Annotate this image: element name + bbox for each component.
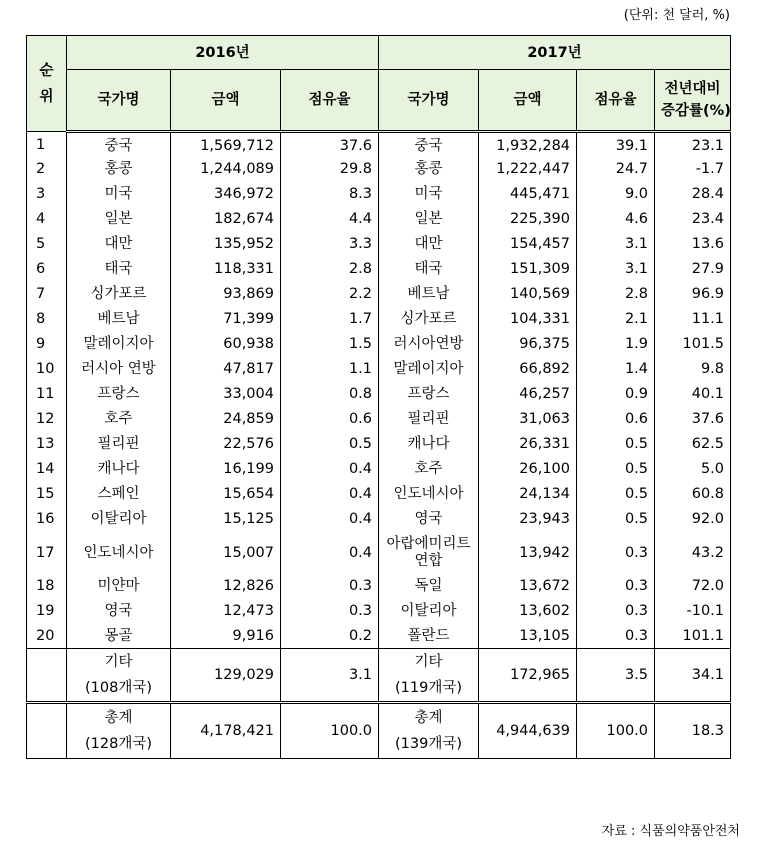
table-row — [27, 482, 731, 507]
country-2017-cell: 필리핀 — [379, 407, 479, 432]
amount-2017-cell: 96,375 — [479, 332, 577, 357]
rank-cell: 15 — [27, 482, 67, 507]
amount-2016-cell: 71,399 — [171, 307, 281, 332]
country-2017-cell: 호주 — [379, 457, 479, 482]
share-2017-cell: 2.1 — [577, 307, 655, 332]
amount-2016-cell: 12,826 — [171, 574, 281, 599]
share-2017-cell: 0.3 — [577, 574, 655, 599]
rank-cell: 13 — [27, 432, 67, 457]
amount-2016-cell: 346,972 — [171, 182, 281, 207]
country-2016-cell: 러시아 연방 — [67, 357, 171, 382]
amount-2016-cell: 33,004 — [171, 382, 281, 407]
total-country-count: (139개국) — [395, 736, 463, 752]
rank-cell: 10 — [27, 357, 67, 382]
country-2017-cell: 프랑스 — [379, 382, 479, 407]
change-2017-cell: 101.1 — [655, 624, 731, 649]
share-2017-cell: 0.9 — [577, 382, 655, 407]
rank-cell: 1 — [27, 132, 67, 157]
share-2017-cell: 1.9 — [577, 332, 655, 357]
amount-2017-cell: 46,257 — [479, 382, 577, 407]
table-row — [27, 407, 731, 432]
country-2017-cell: 독일 — [379, 574, 479, 599]
share-2016-cell: 0.4 — [281, 532, 379, 574]
change-2017-cell: 5.0 — [655, 457, 731, 482]
rank-cell: 9 — [27, 332, 67, 357]
year-2016-header: 2016년 — [67, 36, 379, 70]
etc-share-2016: 3.1 — [281, 649, 379, 703]
country-2017-cell: 일본 — [379, 207, 479, 232]
amount-2016-cell: 15,007 — [171, 532, 281, 574]
country-2016-cell: 캐나다 — [67, 457, 171, 482]
share-2017-cell: 3.1 — [577, 232, 655, 257]
share-2016-cell: 4.4 — [281, 207, 379, 232]
country-2016-cell: 대만 — [67, 232, 171, 257]
etc-label-cell — [379, 649, 479, 703]
country-2017-cell: 러시아연방 — [379, 332, 479, 357]
change-2017-cell: 23.1 — [655, 132, 731, 157]
change-2017-cell: 62.5 — [655, 432, 731, 457]
change-2017-cell: 101.5 — [655, 332, 731, 357]
change-2017-cell: -10.1 — [655, 599, 731, 624]
rank-cell: 5 — [27, 232, 67, 257]
country-2017-cell: 미국 — [379, 182, 479, 207]
unit-note: (단위: 천 달러, %) — [623, 8, 730, 23]
amount-2017-cell: 26,331 — [479, 432, 577, 457]
share-2016-cell: 0.8 — [281, 382, 379, 407]
country-2017-cell: 싱가포르 — [379, 307, 479, 332]
share-header-2016: 점유율 — [281, 70, 379, 132]
country-2016-cell: 몽골 — [67, 624, 171, 649]
country-2016-cell: 호주 — [67, 407, 171, 432]
share-2016-cell: 0.4 — [281, 507, 379, 532]
amount-header-2017: 금액 — [479, 70, 577, 132]
share-2017-cell: 1.4 — [577, 357, 655, 382]
export-table — [26, 35, 731, 759]
share-2017-cell: 0.5 — [577, 507, 655, 532]
table-row — [27, 157, 731, 182]
amount-2017-cell: 23,943 — [479, 507, 577, 532]
country-2017-cell: 중국 — [379, 132, 479, 157]
total-label-cell — [379, 703, 479, 759]
change-header — [655, 70, 731, 132]
table-row — [27, 182, 731, 207]
amount-2016-cell: 24,859 — [171, 407, 281, 432]
change-2017-cell: 40.1 — [655, 382, 731, 407]
share-2016-cell: 1.5 — [281, 332, 379, 357]
amount-2016-cell: 47,817 — [171, 357, 281, 382]
country-2016-cell: 홍콩 — [67, 157, 171, 182]
share-2016-cell: 29.8 — [281, 157, 379, 182]
share-2017-cell: 0.5 — [577, 482, 655, 507]
table-row — [27, 307, 731, 332]
amount-2016-cell: 22,576 — [171, 432, 281, 457]
share-2016-cell: 3.3 — [281, 232, 379, 257]
amount-2017-cell: 31,063 — [479, 407, 577, 432]
rank-cell: 19 — [27, 599, 67, 624]
country-2017-cell: 폴란드 — [379, 624, 479, 649]
amount-header-2016: 금액 — [171, 70, 281, 132]
share-2017-cell: 4.6 — [577, 207, 655, 232]
change-2017-cell: 11.1 — [655, 307, 731, 332]
etc-row — [27, 649, 731, 703]
share-2016-cell: 0.4 — [281, 457, 379, 482]
amount-2016-cell: 1,569,712 — [171, 132, 281, 157]
change-2017-cell: 37.6 — [655, 407, 731, 432]
country-2017-cell: 말레이지아 — [379, 357, 479, 382]
country-2017-cell: 인도네시아 — [379, 482, 479, 507]
total-label: 총계 — [414, 710, 443, 726]
etc-label: 기타 — [104, 654, 133, 670]
rank-cell: 12 — [27, 407, 67, 432]
rank-cell: 16 — [27, 507, 67, 532]
share-2016-cell: 0.6 — [281, 407, 379, 432]
country-2016-cell: 중국 — [67, 132, 171, 157]
total-share-2017: 100.0 — [577, 703, 655, 759]
table-row — [27, 574, 731, 599]
amount-2016-cell: 135,952 — [171, 232, 281, 257]
amount-2016-cell: 15,654 — [171, 482, 281, 507]
country-2016-cell: 영국 — [67, 599, 171, 624]
rank-cell: 18 — [27, 574, 67, 599]
country-2016-cell: 인도네시아 — [67, 532, 171, 574]
etc-change-2017: 34.1 — [655, 649, 731, 703]
amount-2017-cell: 26,100 — [479, 457, 577, 482]
table-row — [27, 599, 731, 624]
amount-2016-cell: 93,869 — [171, 282, 281, 307]
total-amount-2016: 4,178,421 — [171, 703, 281, 759]
change-2017-cell: 27.9 — [655, 257, 731, 282]
change-2017-cell: 96.9 — [655, 282, 731, 307]
table-row — [27, 207, 731, 232]
share-2016-cell: 0.2 — [281, 624, 379, 649]
amount-2017-cell: 13,672 — [479, 574, 577, 599]
amount-2016-cell: 15,125 — [171, 507, 281, 532]
share-2016-cell: 37.6 — [281, 132, 379, 157]
etc-country-count: (108개국) — [84, 680, 152, 696]
country-2016-cell: 태국 — [67, 257, 171, 282]
amount-2016-cell: 9,916 — [171, 624, 281, 649]
share-2016-cell: 1.1 — [281, 357, 379, 382]
etc-country-count: (119개국) — [395, 680, 463, 696]
share-2016-cell: 0.3 — [281, 574, 379, 599]
country-2017-cell: 영국 — [379, 507, 479, 532]
amount-2017-cell: 225,390 — [479, 207, 577, 232]
share-header-2017: 점유율 — [577, 70, 655, 132]
total-label: 총계 — [104, 710, 133, 726]
share-2016-cell: 2.8 — [281, 257, 379, 282]
year-2017-header: 2017년 — [379, 36, 731, 70]
table-row — [27, 357, 731, 382]
amount-2017-cell: 1,222,447 — [479, 157, 577, 182]
change-2017-cell: 43.2 — [655, 532, 731, 574]
share-2016-cell: 1.7 — [281, 307, 379, 332]
rank-cell: 3 — [27, 182, 67, 207]
table-row — [27, 257, 731, 282]
country-2016-cell: 베트남 — [67, 307, 171, 332]
change-2017-cell: 23.4 — [655, 207, 731, 232]
country-2016-cell: 미얀마 — [67, 574, 171, 599]
change-2017-cell: -1.7 — [655, 157, 731, 182]
table-row — [27, 532, 731, 574]
amount-2017-cell: 13,105 — [479, 624, 577, 649]
header-row-years — [27, 36, 731, 70]
country-2016-cell: 싱가포르 — [67, 282, 171, 307]
etc-label-cell — [67, 649, 171, 703]
amount-2017-cell: 1,932,284 — [479, 132, 577, 157]
amount-2017-cell: 13,942 — [479, 532, 577, 574]
country-header-2016: 국가명 — [67, 70, 171, 132]
country-2016-cell: 일본 — [67, 207, 171, 232]
change-2017-cell: 9.8 — [655, 357, 731, 382]
amount-2016-cell: 16,199 — [171, 457, 281, 482]
country-2017-cell: 대만 — [379, 232, 479, 257]
share-2017-cell: 0.3 — [577, 624, 655, 649]
share-2016-cell: 0.3 — [281, 599, 379, 624]
total-rank-cell — [27, 703, 67, 759]
amount-2017-cell: 13,602 — [479, 599, 577, 624]
country-2016-cell: 필리핀 — [67, 432, 171, 457]
table-row — [27, 624, 731, 649]
change-2017-cell: 72.0 — [655, 574, 731, 599]
total-change-2017: 18.3 — [655, 703, 731, 759]
share-2016-cell: 0.4 — [281, 482, 379, 507]
share-2017-cell: 0.5 — [577, 457, 655, 482]
rank-cell: 7 — [27, 282, 67, 307]
etc-rank-cell — [27, 649, 67, 703]
table-row — [27, 432, 731, 457]
share-2017-cell: 9.0 — [577, 182, 655, 207]
amount-2016-cell: 60,938 — [171, 332, 281, 357]
table-row — [27, 132, 731, 157]
country-2016-cell: 이탈리아 — [67, 507, 171, 532]
amount-2016-cell: 12,473 — [171, 599, 281, 624]
change-header-line1: 전년대비 — [664, 81, 721, 97]
rank-cell: 6 — [27, 257, 67, 282]
country-2017-cell: 홍콩 — [379, 157, 479, 182]
amount-2017-cell: 66,892 — [479, 357, 577, 382]
header-row-columns — [27, 70, 731, 132]
share-2017-cell: 0.3 — [577, 532, 655, 574]
total-country-count: (128개국) — [84, 736, 152, 752]
share-2016-cell: 8.3 — [281, 182, 379, 207]
etc-amount-2016: 129,029 — [171, 649, 281, 703]
table-row — [27, 507, 731, 532]
country-2017-cell: 캐나다 — [379, 432, 479, 457]
country-2016-cell: 말레이지아 — [67, 332, 171, 357]
change-2017-cell: 13.6 — [655, 232, 731, 257]
country-2016-cell: 미국 — [67, 182, 171, 207]
share-2017-cell: 0.5 — [577, 432, 655, 457]
country-2016-cell: 프랑스 — [67, 382, 171, 407]
country-2017-cell: 아랍에미리트 연합 — [379, 532, 479, 574]
etc-label: 기타 — [414, 654, 443, 670]
table-row — [27, 457, 731, 482]
change-2017-cell: 92.0 — [655, 507, 731, 532]
share-2017-cell: 3.1 — [577, 257, 655, 282]
total-label-cell — [67, 703, 171, 759]
change-2017-cell: 60.8 — [655, 482, 731, 507]
amount-2017-cell: 104,331 — [479, 307, 577, 332]
table-row — [27, 232, 731, 257]
rank-cell: 8 — [27, 307, 67, 332]
total-amount-2017: 4,944,639 — [479, 703, 577, 759]
share-2017-cell: 0.3 — [577, 599, 655, 624]
amount-2017-cell: 151,309 — [479, 257, 577, 282]
rank-header-char: 순 — [39, 62, 54, 79]
total-share-2016: 100.0 — [281, 703, 379, 759]
rank-header-text — [33, 58, 60, 110]
rank-header — [27, 36, 67, 132]
table-row — [27, 382, 731, 407]
rank-header-char: 위 — [39, 88, 54, 105]
share-2017-cell: 2.8 — [577, 282, 655, 307]
rank-cell: 17 — [27, 532, 67, 574]
share-2016-cell: 2.2 — [281, 282, 379, 307]
change-header-line2: 증감률(%) — [661, 103, 731, 119]
amount-2016-cell: 182,674 — [171, 207, 281, 232]
amount-2017-cell: 154,457 — [479, 232, 577, 257]
amount-2016-cell: 1,244,089 — [171, 157, 281, 182]
country-2017-cell: 태국 — [379, 257, 479, 282]
amount-2017-cell: 140,569 — [479, 282, 577, 307]
rank-cell: 14 — [27, 457, 67, 482]
share-2017-cell: 24.7 — [577, 157, 655, 182]
table-row — [27, 332, 731, 357]
amount-2017-cell: 24,134 — [479, 482, 577, 507]
etc-amount-2017: 172,965 — [479, 649, 577, 703]
share-2017-cell: 39.1 — [577, 132, 655, 157]
table-row — [27, 282, 731, 307]
etc-share-2017: 3.5 — [577, 649, 655, 703]
rank-cell: 20 — [27, 624, 67, 649]
country-2016-cell: 스페인 — [67, 482, 171, 507]
change-2017-cell: 28.4 — [655, 182, 731, 207]
source-note: 자료 : 식품의약품안전처 — [601, 824, 740, 839]
country-2017-cell: 베트남 — [379, 282, 479, 307]
rank-cell: 2 — [27, 157, 67, 182]
total-row — [27, 703, 731, 759]
share-2016-cell: 0.5 — [281, 432, 379, 457]
amount-2017-cell: 445,471 — [479, 182, 577, 207]
rank-cell: 11 — [27, 382, 67, 407]
country-2017-cell: 이탈리아 — [379, 599, 479, 624]
country-header-2017: 국가명 — [379, 70, 479, 132]
share-2017-cell: 0.6 — [577, 407, 655, 432]
rank-cell: 4 — [27, 207, 67, 232]
amount-2016-cell: 118,331 — [171, 257, 281, 282]
